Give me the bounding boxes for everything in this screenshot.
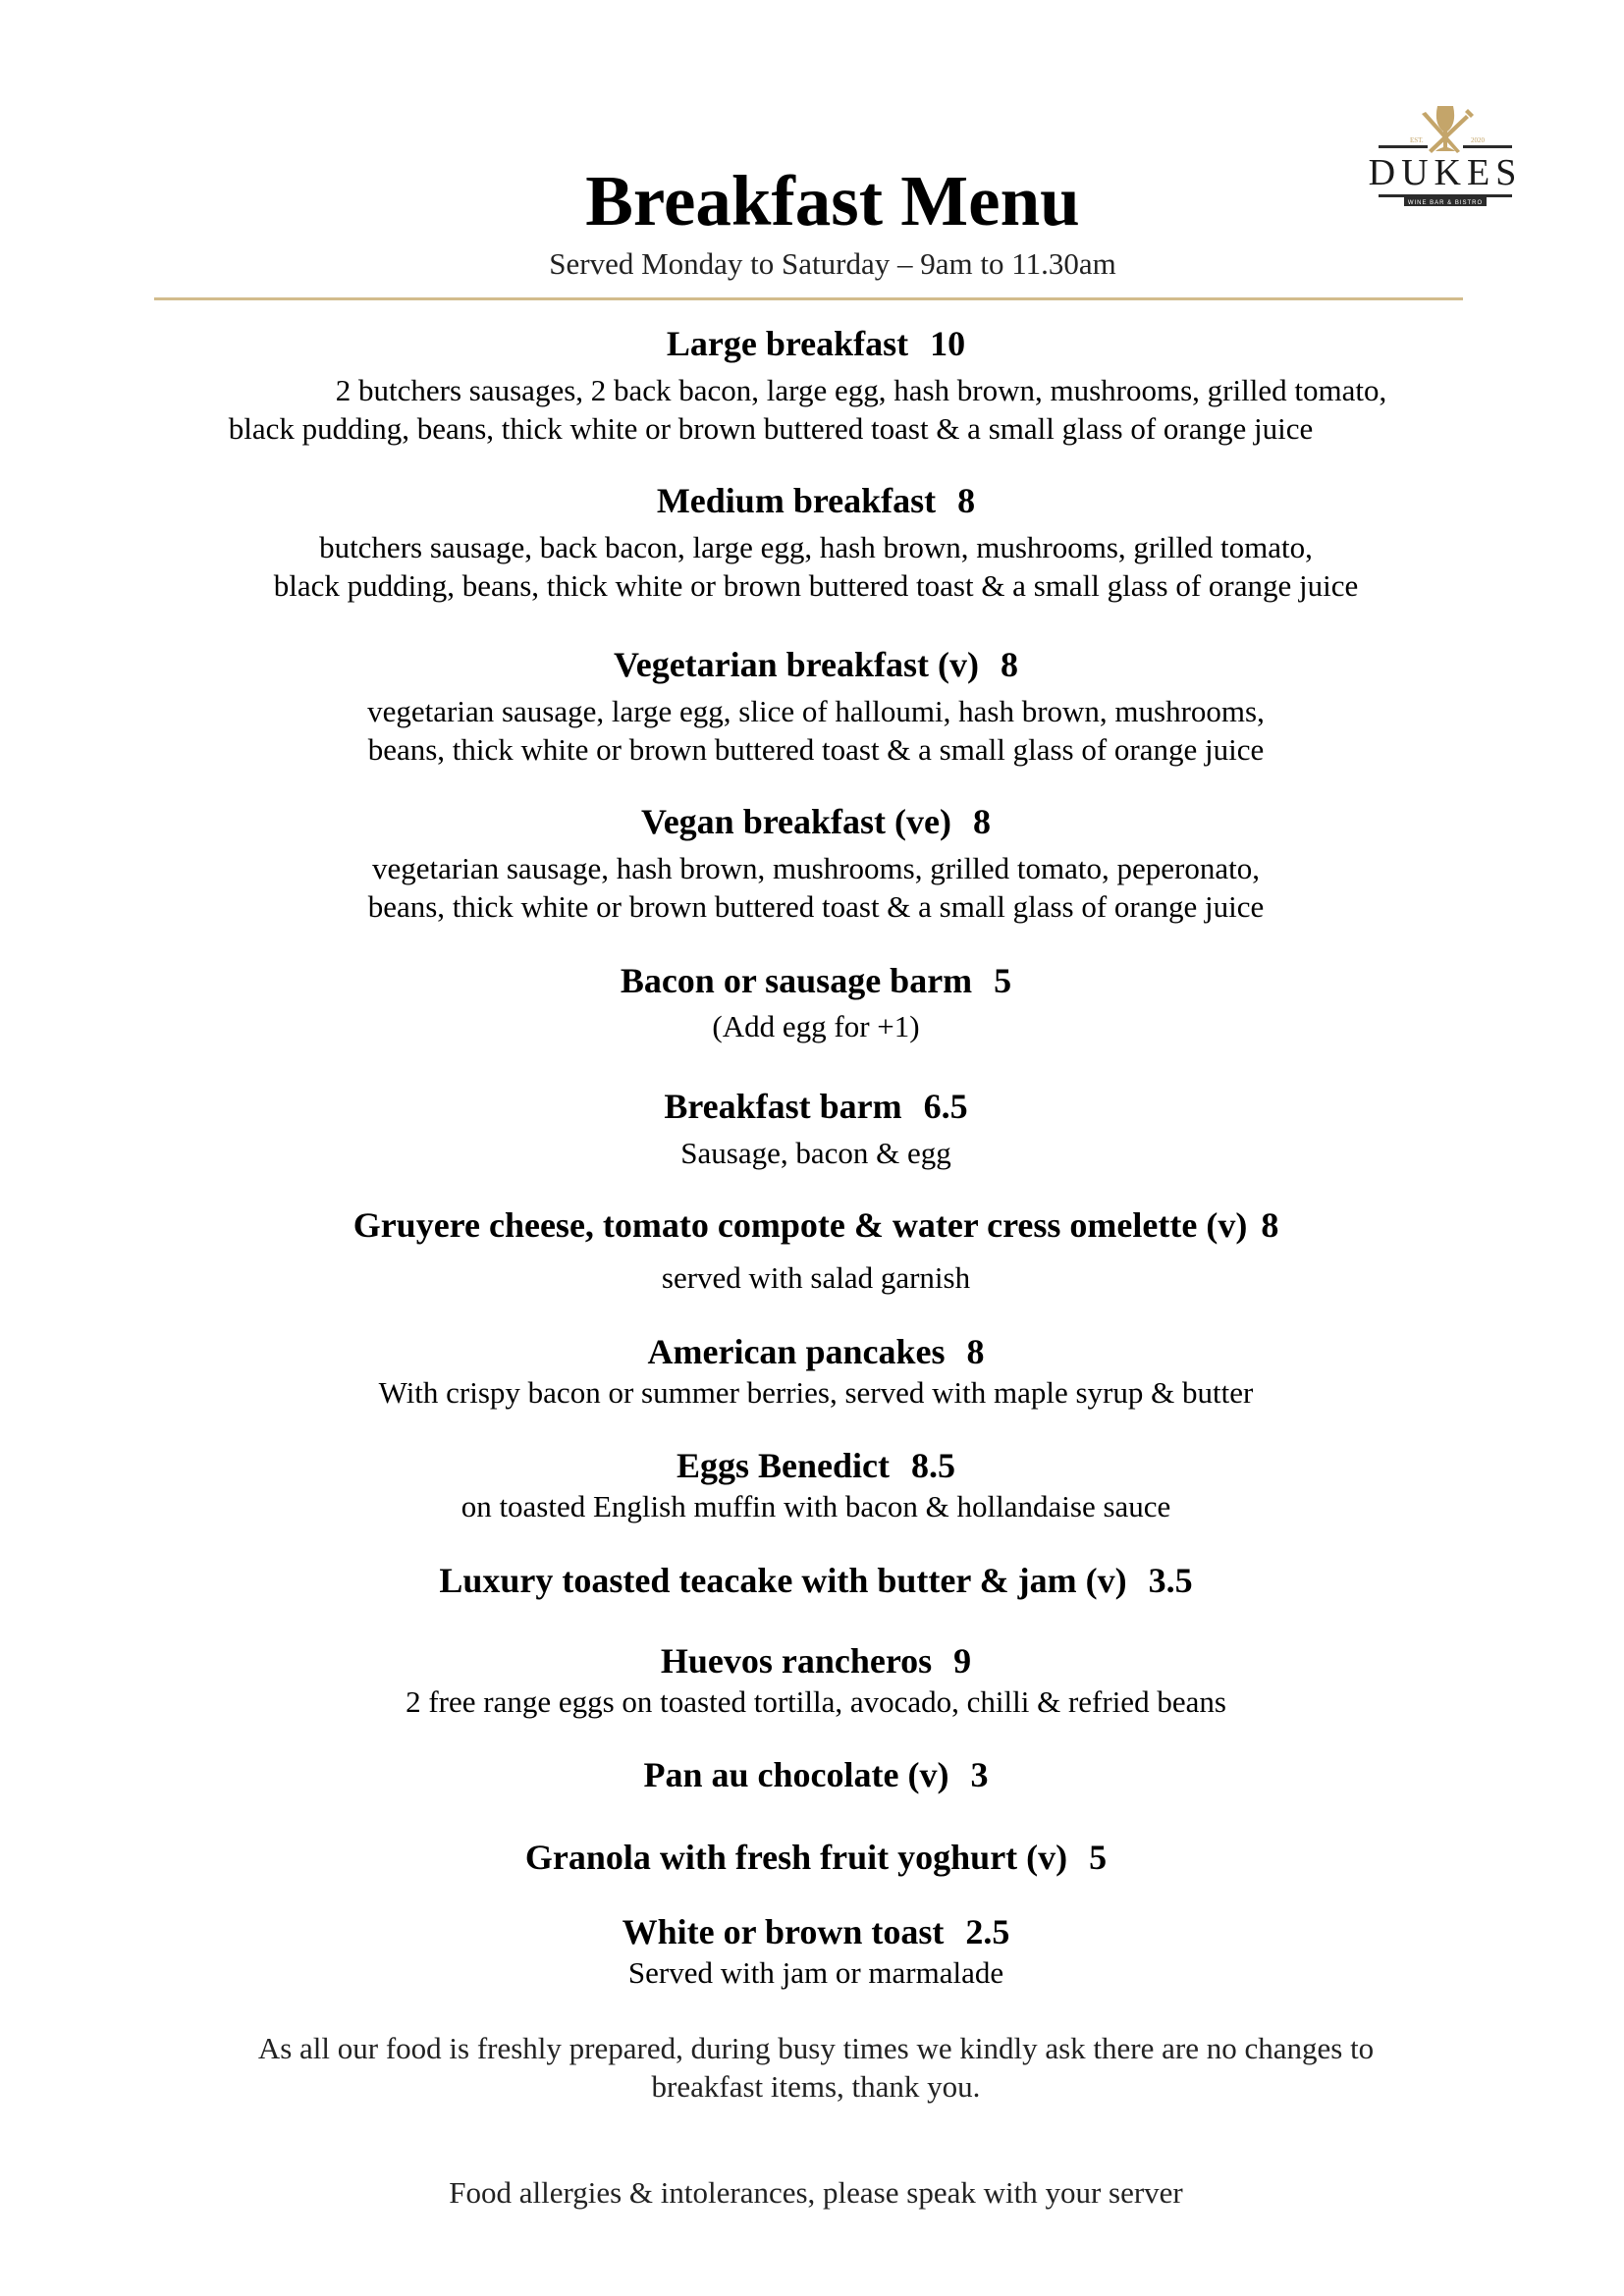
item-price: 8.5: [911, 1446, 955, 1485]
header-divider: [154, 297, 1463, 300]
item-name: Medium breakfast: [656, 481, 937, 520]
item-name: Luxury toasted teacake with butter & jam (v): [439, 1561, 1127, 1600]
menu-item-title: [0, 1840, 1624, 1875]
item-name: Vegetarian breakfast (v): [614, 645, 979, 684]
svg-text:2020: 2020: [1471, 136, 1485, 144]
item-description: Served with jam or marmalade: [627, 1955, 1004, 1990]
item-price: 5: [1089, 1838, 1108, 1877]
item-name: Huevos rancheros: [660, 1641, 933, 1681]
item-description: served with salad garnish: [661, 1260, 971, 1295]
menu-item-title: [0, 1334, 1624, 1369]
item-name: Vegan breakfast (ve): [641, 802, 951, 841]
item-name: Granola with fresh fruit yoghurt (v): [524, 1838, 1068, 1877]
no-changes-note: As all our food is freshly prepared, during busy times we kindly ask there are no changes to: [257, 2031, 1375, 2065]
menu-item-title: [0, 326, 1624, 361]
allergy-notice: Food allergies & intolerances, please speak with your server: [449, 2175, 1183, 2210]
menu-item-title: [0, 647, 1624, 682]
menu-item-title: [0, 1563, 1624, 1598]
item-name: Gruyere cheese, tomato compote & water cress omelette (v): [352, 1205, 1248, 1245]
item-description: beans, thick white or brown buttered toast & a small glass of orange juice: [367, 889, 1265, 924]
svg-text:DUKES: DUKES: [1368, 152, 1523, 193]
menu-item-title: [0, 963, 1624, 998]
item-description: vegetarian sausage, hash brown, mushrooms, grilled tomato, peperonato,: [372, 851, 1260, 885]
item-description: With crispy bacon or summer berries, served with maple syrup & butter: [378, 1375, 1254, 1410]
item-description: black pudding, beans, thick white or brown buttered toast & a small glass of orange juice: [273, 568, 1359, 603]
service-hours: Served Monday to Saturday – 9am to 11.30am: [549, 246, 1116, 281]
item-description: (Add egg for +1): [712, 1009, 920, 1043]
item-price: 8: [966, 1332, 985, 1371]
item-price: 2.5: [965, 1912, 1010, 1951]
page-title: Breakfast Menu: [585, 161, 1080, 240]
menu-item-title: [0, 1643, 1624, 1679]
svg-text:WINE BAR & BISTRO: WINE BAR & BISTRO: [1407, 200, 1484, 206]
item-description: 2 free range eggs on toasted tortilla, avocado, chilli & refried beans: [406, 1684, 1226, 1719]
item-price: 3: [970, 1755, 989, 1794]
item-price: 8: [972, 802, 991, 841]
item-price: 10: [930, 324, 966, 363]
item-price: 8: [1000, 645, 1018, 684]
menu-item-title: [0, 1207, 1624, 1243]
item-description: butchers sausage, back bacon, large egg, hash brown, mushrooms, grilled tomato,: [319, 530, 1313, 564]
item-name: Large breakfast: [666, 324, 909, 363]
item-name: Pan au chocolate (v): [643, 1755, 949, 1794]
item-description: Sausage, bacon & egg: [680, 1136, 951, 1170]
item-price: 3.5: [1148, 1561, 1193, 1600]
no-changes-note: breakfast items, thank you.: [651, 2069, 981, 2104]
item-price: 9: [953, 1641, 972, 1681]
item-description: 2 butchers sausages, 2 back bacon, large egg, hash brown, mushrooms, grilled tomato,: [335, 373, 1387, 407]
menu-item-title: [0, 483, 1624, 518]
item-price: 6.5: [923, 1087, 968, 1126]
item-description: black pudding, beans, thick white or brown buttered toast & a small glass of orange juice: [228, 411, 1314, 446]
menu-item-title: [0, 1757, 1624, 1792]
item-name: White or brown toast: [622, 1912, 945, 1951]
menu-item-title: [0, 1914, 1624, 1949]
svg-text:EST.: EST.: [1410, 136, 1424, 144]
item-price: 8: [957, 481, 976, 520]
menu-item-title: [0, 1448, 1624, 1483]
menu-item-title: [0, 804, 1624, 839]
item-price: 5: [994, 961, 1012, 1000]
item-name: Bacon or sausage barm: [620, 961, 973, 1000]
item-name: American pancakes: [647, 1332, 946, 1371]
item-description: vegetarian sausage, large egg, slice of halloumi, hash brown, mushrooms,: [367, 694, 1265, 728]
item-name: Breakfast barm: [664, 1087, 902, 1126]
menu-item-title: [0, 1089, 1624, 1124]
item-description: on toasted English muffin with bacon & hollandaise sauce: [460, 1489, 1171, 1523]
item-description: beans, thick white or brown buttered toast & a small glass of orange juice: [367, 732, 1265, 767]
item-price: 8: [1261, 1205, 1279, 1245]
item-name: Eggs Benedict: [676, 1446, 890, 1485]
